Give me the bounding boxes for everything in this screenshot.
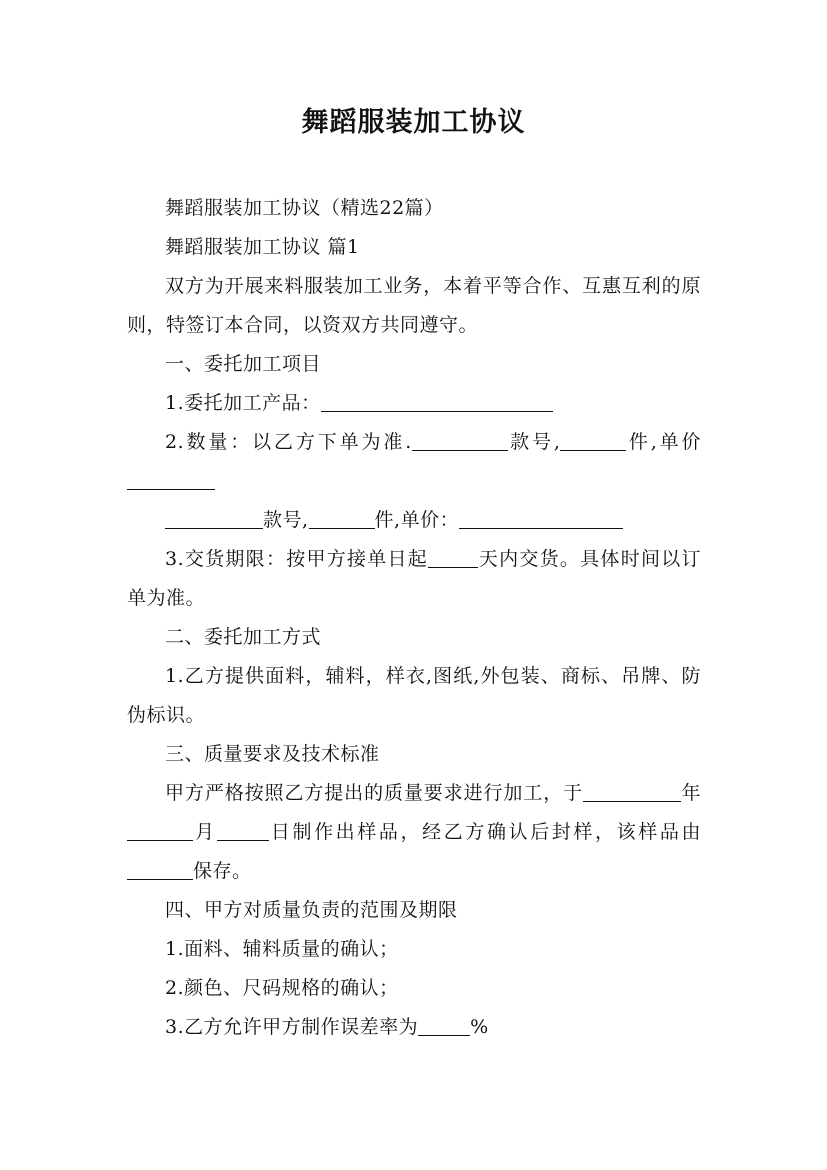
product-blank[interactable] [321, 392, 553, 412]
pieces-unit-price-label-2: 件,单价： [374, 509, 460, 531]
section-3-heading: 三、质量要求及技术标准 [165, 743, 380, 765]
quality-text-a: 甲方严格按照乙方提出的质量要求进行加工，于 [165, 782, 584, 804]
pieces-unit-price-label: 件,单价 [626, 431, 702, 453]
item-4-1: 1.面料、辅料质量的确认； [165, 938, 399, 960]
quality-paragraph [127, 774, 701, 891]
item-1-2-label: 2.数量：以乙方下单为准. [165, 431, 412, 453]
item-1-2b [127, 501, 701, 540]
item-2-1: 1.乙方提供面料，辅料，样衣,图纸,外包装、商标、吊牌、防伪标识。 [127, 665, 701, 726]
quantity-blank-2[interactable] [165, 509, 263, 529]
quantity-blank[interactable] [412, 431, 508, 451]
item-4-2: 2.颜色、尺码规格的确认； [165, 977, 399, 999]
style-no-label: 款号, [507, 431, 561, 453]
quality-text-c: 保存。 [193, 860, 252, 882]
percent-sign: % [470, 1016, 489, 1038]
delivery-label: 3.交货期限：按甲方接单日起 [165, 548, 429, 570]
pieces-blank-2[interactable] [309, 509, 375, 529]
style-no-label-2: 款号, [263, 509, 309, 531]
article-heading: 舞蹈服装加工协议 篇1 [165, 236, 360, 258]
delivery-days-blank[interactable] [428, 548, 478, 568]
month-blank[interactable] [127, 821, 193, 841]
intro-paragraph: 双方为开展来料服装加工业务，本着平等合作、互惠互利的原则，特签订本合同，以资双方共同遵守。 [127, 275, 701, 336]
section-4-heading: 四、甲方对质量负责的范围及期限 [165, 899, 458, 921]
item-1-3 [127, 540, 701, 618]
unit-price-blank[interactable] [127, 470, 215, 490]
error-rate-blank[interactable] [418, 1016, 470, 1036]
quality-text-b: 日制作出样品，经乙方确认后封样，该样品由 [268, 821, 701, 843]
unit-price-blank-2[interactable] [459, 509, 623, 529]
section-2-heading: 二、委托加工方式 [165, 626, 322, 648]
document-body [127, 189, 701, 1047]
day-blank[interactable] [217, 821, 269, 841]
error-rate-label: 3.乙方允许甲方制作误差率为 [165, 1016, 419, 1038]
document-title: 舞蹈服装加工协议 [301, 107, 526, 138]
section-1-heading: 一、委托加工项目 [165, 353, 322, 375]
year-blank[interactable] [583, 782, 681, 802]
month-label: 月 [193, 821, 217, 843]
item-1-1-label: 1.委托加工产品： [165, 392, 321, 414]
year-label: 年 [681, 782, 701, 804]
item-1-1 [127, 384, 701, 423]
subtitle: 舞蹈服装加工协议（精选22篇） [165, 197, 444, 219]
pieces-blank[interactable] [560, 431, 626, 451]
custodian-blank[interactable] [127, 860, 193, 880]
item-4-3 [127, 1008, 701, 1047]
item-1-2 [127, 423, 701, 501]
delivery-suffix: 天内交货。具体时间以订单为准。 [127, 548, 701, 609]
